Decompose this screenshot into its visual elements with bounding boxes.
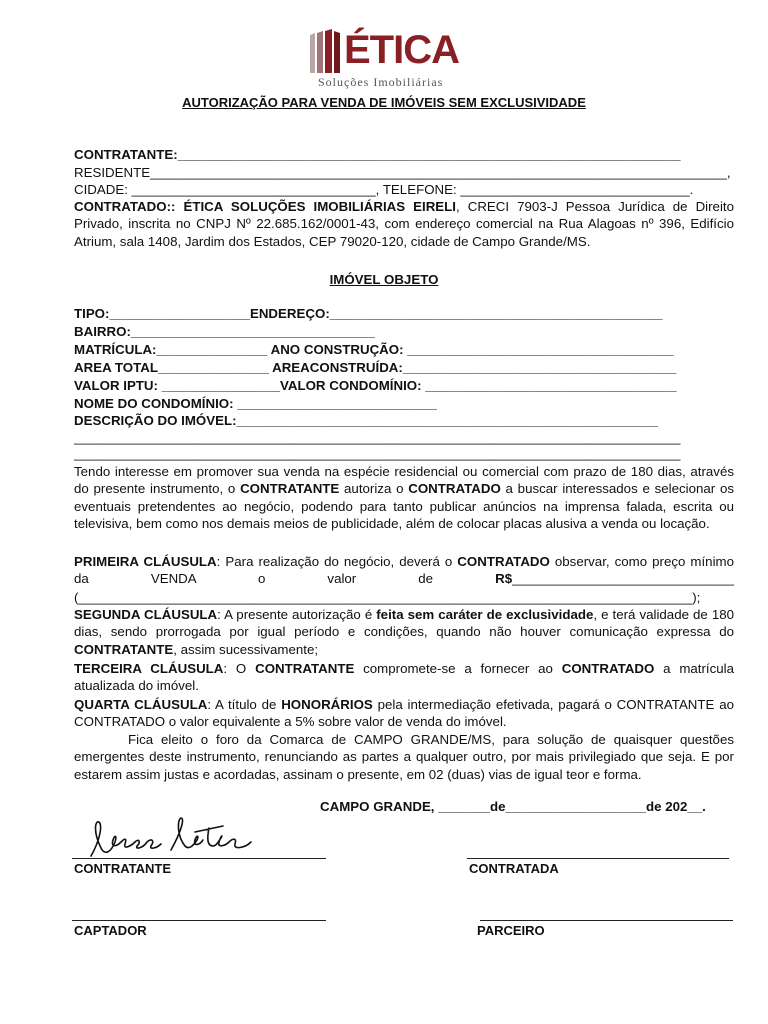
parceiro-signature-label: PARCEIRO xyxy=(477,923,545,938)
contratado-name: : ÉTICA SOLUÇÕES IMOBILIÁRIAS EIRELI xyxy=(171,199,456,214)
contratado-label: CONTRATADO: xyxy=(74,199,171,214)
clausula-3-contratante: CONTRATANTE xyxy=(255,661,355,676)
captador-signature-line xyxy=(72,920,326,921)
clausula-1-value-line: (___________________________________________________________________________________); xyxy=(74,590,701,605)
clausula-1-rs-blank: ______________________________ xyxy=(512,571,734,587)
contratada-signature-label: CONTRATADA xyxy=(469,861,559,876)
clausula-3-label: TERCEIRA CLÁUSULA xyxy=(74,661,224,676)
descricao-blank-2: __________________________________________________________________________________ xyxy=(74,446,681,461)
clausula-3-paragraph xyxy=(74,660,734,695)
clausula-1-rs: R$ xyxy=(495,571,513,587)
clausula-2-label: SEGUNDA CLÁUSULA xyxy=(74,607,218,622)
intro-contratante: CONTRATANTE xyxy=(240,481,340,497)
intro-text-2: autoriza o xyxy=(339,481,409,497)
clausula-4-honorarios: HONORÁRIOS xyxy=(281,697,373,712)
foro-paragraph: Fica eleito o foro da Comarca de CAMPO GRANDE/MS, para solução de quaisquer questões emergentes deste instrumento, renunciando as partes a qualquer outro, por mais privilegiado que seja. E por estarem assim justas e acordadas, assinam o presente, em 02 (duas) vias de igual teor e forma. xyxy=(74,732,734,782)
intro-contratado: CONTRATADO xyxy=(408,481,501,497)
clausula-1-paragraph xyxy=(74,553,734,588)
clausula-2-contratante: CONTRATANTE xyxy=(74,641,174,657)
clausula-1-contratado: CONTRATADO xyxy=(457,554,550,569)
contratante-label: CONTRATANTE xyxy=(74,147,174,162)
clausula-3-text-1: : O xyxy=(223,661,256,676)
clausula-3-text-2: compromete-se a fornecer ao xyxy=(354,661,562,676)
logo-word: ÉTICA xyxy=(344,28,459,72)
clausula-4-text-2: pela intermediação efetivada, pagará o CONTRATANTE ao CONTRATADO o valor equivalente a 5% sobre valor de venda do imóvel. xyxy=(74,697,734,730)
intro-paragraph xyxy=(74,463,734,533)
descricao-line: DESCRIÇÃO DO IMÓVEL:_________________________________________________________ xyxy=(74,413,659,428)
contratado-paragraph xyxy=(74,198,734,250)
clausula-3-contratado: CONTRATADO xyxy=(561,661,655,676)
contratado-text: , CRECI 7903-J Pessoa Jurídica de Direito Privado, inscrita no CNPJ Nº 22.685.162/0001-43, com endereço comercial na Rua Alagoas nº 396, Edifício Atrium, sala 1408, Jardim dos Estados, CEP 79020-120, cidade de Campo Grande/MS. xyxy=(74,199,734,249)
clausula-2-paragraph xyxy=(74,606,734,658)
logo-tagline: Soluções Imobiliárias xyxy=(318,75,444,89)
clausula-2-text-3: , assim sucessivamente; xyxy=(173,641,319,657)
bairro-line: BAIRRO:_________________________________ xyxy=(74,324,375,339)
parceiro-signature-line xyxy=(480,920,733,921)
clausula-4-paragraph xyxy=(74,696,734,731)
contratante-blank: :____________________________________________________________________ xyxy=(173,147,681,162)
etica-logo xyxy=(306,27,459,91)
clausula-2-text-2: , e terá validade de 180 dias, sendo prorrogada por igual período e condições, quando não houver comunicação expressa do xyxy=(74,607,735,640)
clausula-1-label: PRIMEIRA CLÁUSULA xyxy=(74,554,217,569)
matricula-line: MATRÍCULA:_______________ ANO CONSTRUÇÃO: ____________________________________ xyxy=(74,342,674,357)
tipo-line: TIPO:___________________ENDEREÇO:_____________________________________________ xyxy=(74,306,663,321)
residente-label: RESIDENTE xyxy=(74,165,151,180)
place-date-line: CAMPO GRANDE, _______de___________________de 202__. xyxy=(320,799,706,814)
contratante-signature-line xyxy=(72,858,326,859)
clausula-2-bold: feita sem caráter de exclusividade xyxy=(376,607,594,622)
nome-condominio-line: NOME DO CONDOMÍNIO: ___________________________ xyxy=(74,396,437,411)
imovel-section-title: IMÓVEL OBJETO xyxy=(329,272,439,287)
clausula-4-label: QUARTA CLÁUSULA xyxy=(74,697,208,712)
clausula-4-text-1: : A título de xyxy=(207,697,282,712)
clausula-1-text-2: observar, como preço mínimo da VENDA o valor de xyxy=(74,554,735,587)
intro-text-3: a buscar interessados e selecionar os eventuais pretendentes ao negócio, podendo para tanto publicar anúncios na imprensa falada, escrita ou televisiva, bem como nos demais meios de publicidade, além de colocar placas alusiva a venda ou locação. xyxy=(74,481,734,532)
area-line: AREA TOTAL_______________ AREACONSTRUÍDA:_____________________________________ xyxy=(74,360,677,375)
logo-bars-icon xyxy=(306,29,346,75)
document-title: AUTORIZAÇÃO PARA VENDA DE IMÓVEIS SEM EXCLUSIVIDADE xyxy=(182,95,586,110)
contratante-signature-label: CONTRATANTE xyxy=(74,861,172,876)
residente-blank: ______________________________________________________________________________, xyxy=(150,165,731,180)
residente-line xyxy=(74,164,734,182)
contratante-line xyxy=(74,146,734,164)
captador-signature-label: CAPTADOR xyxy=(74,923,147,938)
descricao-blank-1: __________________________________________________________________________________ xyxy=(74,430,681,445)
clausula-1-text-1: : Para realização do negócio, deverá o xyxy=(216,554,458,569)
clausula-3-text-3: a matrícula atualizada do imóvel. xyxy=(74,661,735,694)
contratada-signature-line xyxy=(467,858,729,859)
clausula-2-text-1: : A presente autorização é xyxy=(217,607,377,622)
cidade-line: CIDADE: _________________________________, TELEFONE: _______________________________. xyxy=(74,182,694,197)
iptu-line: VALOR IPTU: ________________VALOR CONDOMÍNIO: __________________________________ xyxy=(74,378,677,393)
intro-text-1: Tendo interesse em promover sua venda na espécie residencial ou comercial com prazo de 180 dias, através do presente instrumento, o xyxy=(74,464,734,497)
